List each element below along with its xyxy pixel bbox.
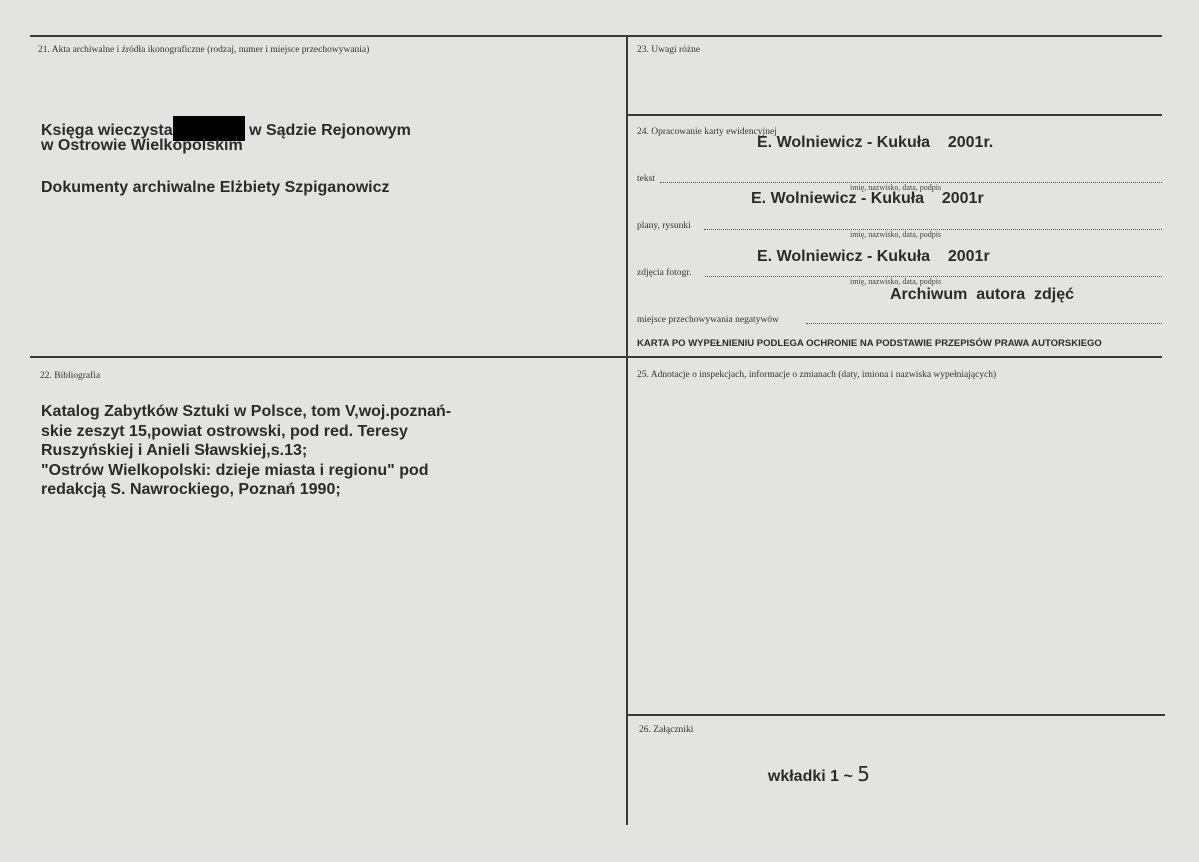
rule-25-26	[628, 714, 1165, 716]
top-rule	[30, 35, 1162, 37]
negatives-dotted-line	[806, 323, 1162, 324]
attachments-value	[759, 744, 870, 787]
section-26-label: 26. Załączniki	[639, 725, 694, 735]
negatives-label: miejsce przechowywania negatywów	[637, 315, 779, 325]
attachments-count: 5	[857, 762, 871, 786]
section-24-label: 24. Opracowanie karty ewidencyjnej	[637, 127, 777, 137]
bibliography-line: Ruszyńskiej i Anieli Sławskiej,s.13;	[41, 442, 308, 459]
bibliography-line: "Ostrów Wielkopolski: dzieje miasta i regionu" pod	[41, 461, 429, 479]
middle-rule	[30, 356, 1162, 358]
land-register-text: Księga wieczysta	[41, 122, 173, 139]
section-23-label: 23. Uwagi różne	[637, 45, 701, 55]
text-label: tekst	[637, 174, 655, 184]
negatives-location-value: Archiwum autora zdjęć	[890, 286, 1075, 303]
rule-23-24	[627, 114, 1162, 116]
center-divider	[626, 35, 628, 825]
bibliography-line: redakcją S. Nawrockiego, Poznań 1990;	[41, 481, 341, 498]
photos-label: zdjęcia fotogr.	[637, 268, 692, 278]
text-author-value: E. Wolniewicz - Kukuła 2001r	[751, 190, 984, 207]
copyright-notice: KARTA PO WYPEŁNIENIU PODLEGA OCHRONIE NA PODSTAWIE PRZEPISÓW PRAWA AUTORSKIEGO	[637, 338, 1102, 349]
attachments-prefix: wkładki 1 ~	[767, 768, 858, 785]
photos-sublabel: imię, nazwisko, data, podpis	[850, 277, 942, 286]
plans-label: plany, rysunki	[637, 221, 691, 231]
text-sublabel: imię, nazwisko, data, podpis	[850, 183, 942, 192]
bibliography-line: skie zeszyt 15,powiat ostrowski, pod red. Teresy	[41, 422, 408, 440]
court-text: w Sądzie Rejonowym	[249, 122, 411, 139]
archive-documents-text: Dokumenty archiwalne Elżbiety Szpiganowicz	[41, 179, 390, 196]
plans-author-value: E. Wolniewicz - Kukuła 2001r	[757, 248, 990, 265]
court-city-text: w Ostrowie Wielkopolskim	[41, 137, 243, 154]
section-25-label: 25. Adnotacje o inspekcjach, informacje o zmianach (daty, imiona i nazwiska wypełniających)	[637, 370, 997, 380]
section-22-label: 22. Bibliografia	[40, 371, 101, 381]
card-author-value: E. Wolniewicz - Kukuła 2001r.	[757, 134, 994, 151]
section-21-label: 21. Akta archiwalne i źródła ikonograficzne (rodzaj, numer i miejsce przechowywania)	[38, 45, 370, 55]
bibliography-text	[41, 402, 451, 500]
bibliography-line: Katalog Zabytków Sztuki w Polsce, tom V,woj.poznań-	[41, 403, 452, 420]
plans-sublabel: imię, nazwisko, data, podpis	[850, 230, 942, 239]
